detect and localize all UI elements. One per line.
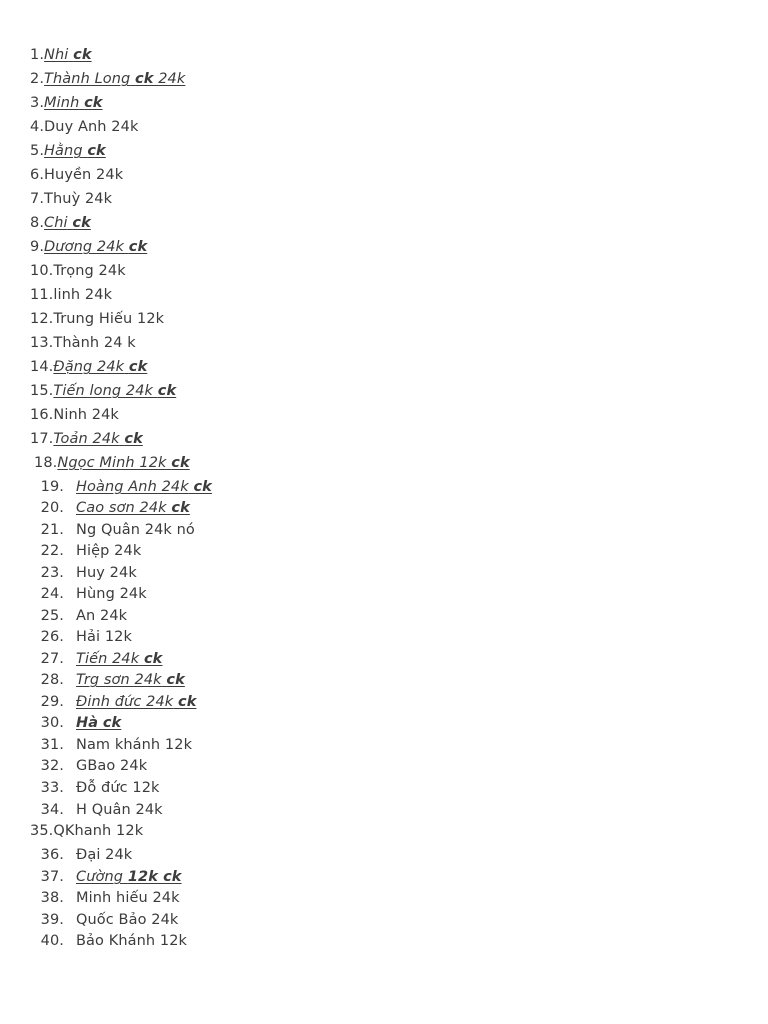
list-item — [40, 693, 196, 711]
item-part: Hải 12k — [76, 629, 132, 645]
item-part: Thuỳ 24k — [44, 191, 113, 207]
list-item — [40, 757, 147, 775]
item-part: Minh hiếu 24k — [76, 890, 180, 906]
list-item — [40, 650, 162, 668]
list-item — [30, 382, 176, 400]
item-part: Trg sơn 24k — [76, 672, 162, 688]
item-part: Cường — [76, 869, 124, 885]
list-item — [30, 358, 147, 376]
item-number: 6. — [30, 167, 45, 183]
item-number: 12. — [30, 311, 54, 327]
list-item — [30, 118, 138, 136]
item-part: Ninh 24k — [53, 407, 119, 423]
ck-tag: ck — [73, 47, 92, 63]
item-text-marked — [76, 479, 212, 495]
item-text — [76, 912, 178, 928]
list-item — [30, 214, 91, 232]
item-text — [76, 737, 192, 753]
list-item — [40, 846, 132, 864]
item-number: 3. — [30, 95, 45, 111]
item-text-marked — [76, 651, 162, 667]
item-text — [53, 407, 119, 423]
item-text — [53, 263, 125, 279]
item-part: Đại 24k — [76, 847, 133, 863]
item-part: Ng Quân 24k nó — [76, 522, 195, 538]
item-number: 30. — [40, 715, 64, 731]
item-part: Đinh đức 24k — [76, 694, 174, 710]
item-part: Hùng 24k — [76, 586, 147, 602]
item-text-marked — [76, 869, 182, 885]
item-part: Huyền 24k — [44, 167, 124, 183]
list-item — [40, 779, 160, 797]
item-text-marked — [44, 71, 185, 87]
list-item — [40, 911, 178, 929]
item-text-marked — [53, 431, 142, 447]
ck-tag: ck — [143, 651, 163, 667]
list-item — [40, 714, 121, 732]
list-item — [30, 334, 136, 352]
item-part: Đặng 24k — [53, 359, 125, 375]
list-item — [40, 499, 190, 517]
item-part: Dương 24k — [44, 239, 125, 255]
list-item — [40, 521, 195, 539]
list-item — [34, 454, 190, 472]
ck-tag: ck — [157, 383, 177, 399]
item-text — [53, 823, 143, 839]
item-number: 25. — [40, 608, 64, 624]
item-number: 22. — [40, 543, 64, 559]
item-part: GBao 24k — [76, 758, 148, 774]
list-item — [30, 430, 143, 448]
item-part: H Quân 24k — [76, 802, 163, 818]
item-number: 20. — [40, 500, 64, 516]
item-part: Nam khánh 12k — [76, 737, 193, 753]
list-item — [40, 801, 163, 819]
item-number: 27. — [40, 651, 64, 667]
item-number: 26. — [40, 629, 64, 645]
item-part: 24k — [153, 71, 186, 87]
item-part: Nhi — [44, 47, 69, 63]
list-item — [40, 932, 187, 950]
item-text-marked — [53, 383, 176, 399]
list-item — [40, 478, 212, 496]
item-number: 13. — [30, 335, 54, 351]
item-part: Trọng 24k — [53, 263, 126, 279]
ck-tag: ck — [128, 239, 148, 255]
item-part: linh 24k — [53, 287, 113, 303]
item-text — [53, 311, 164, 327]
list-item — [40, 542, 141, 560]
item-text — [44, 191, 112, 207]
item-part: Duy Anh 24k — [44, 119, 139, 135]
item-number: 7. — [30, 191, 45, 207]
ck-tag: ck — [166, 672, 185, 688]
item-number: 36. — [40, 847, 64, 863]
ck-tag: ck — [72, 215, 91, 231]
ck-tag: ck — [87, 143, 106, 159]
item-number: 16. — [30, 407, 54, 423]
ck-tag: ck — [178, 694, 197, 710]
item-part: Bảo Khánh 12k — [76, 933, 188, 949]
item-number: 33. — [40, 780, 64, 796]
item-text — [76, 543, 141, 559]
item-number: 34. — [40, 802, 64, 818]
item-text — [76, 890, 180, 906]
item-part: Thành Long — [44, 71, 131, 87]
item-text — [76, 565, 137, 581]
item-number: 9. — [30, 239, 45, 255]
item-part: Minh — [44, 95, 80, 111]
item-text — [76, 847, 132, 863]
list-item — [30, 46, 92, 64]
item-number: 32. — [40, 758, 64, 774]
item-part: Chi — [44, 215, 68, 231]
item-number: 1. — [30, 47, 45, 63]
item-text — [44, 119, 138, 135]
list-item — [40, 585, 147, 603]
list-item — [40, 889, 180, 907]
item-number: 5. — [30, 143, 45, 159]
item-part: Hằng — [44, 143, 83, 159]
item-number: 19. — [40, 479, 64, 495]
item-text-marked — [44, 143, 106, 159]
list-item — [30, 822, 143, 840]
ck-tag: Hà — [76, 715, 99, 731]
item-part: Tiến 24k — [76, 651, 140, 667]
item-part: QKhanh 12k — [53, 823, 144, 839]
list-item — [40, 564, 137, 582]
item-part: Hiệp 24k — [76, 543, 142, 559]
ck-tag: ck — [193, 479, 212, 495]
list-item — [30, 286, 112, 304]
item-number: 10. — [30, 263, 54, 279]
item-text — [76, 586, 147, 602]
item-text-marked — [44, 95, 103, 111]
item-number: 31. — [40, 737, 64, 753]
item-number: 37. — [40, 869, 64, 885]
item-text-marked — [76, 672, 185, 688]
item-text — [76, 780, 160, 796]
item-part: Huy 24k — [76, 565, 137, 581]
item-text-marked — [44, 215, 91, 231]
item-number: 23. — [40, 565, 64, 581]
item-number: 18. — [34, 455, 58, 471]
list-item — [30, 166, 123, 184]
item-part: An 24k — [76, 608, 128, 624]
ck-tag: ck — [102, 715, 122, 731]
ck-tag: ck — [171, 500, 190, 516]
item-text — [53, 335, 135, 351]
list-item — [40, 607, 127, 625]
list-item — [40, 736, 192, 754]
item-text — [53, 287, 112, 303]
item-number: 40. — [40, 933, 64, 949]
item-part: Toản 24k — [53, 431, 120, 447]
item-part: Hoàng Anh 24k — [76, 479, 189, 495]
item-part: Tiến long 24k — [53, 383, 154, 399]
item-number: 35. — [30, 823, 54, 839]
item-text — [76, 933, 187, 949]
item-part: Trung Hiếu 12k — [53, 311, 165, 327]
item-number: 14. — [30, 359, 54, 375]
item-text-marked — [57, 455, 189, 471]
item-number: 21. — [40, 522, 64, 538]
item-number: 15. — [30, 383, 54, 399]
item-text — [76, 608, 127, 624]
item-number: 4. — [30, 119, 45, 135]
item-text-marked — [44, 239, 147, 255]
list-item — [30, 310, 164, 328]
list-item — [30, 70, 185, 88]
list-item — [30, 190, 112, 208]
list-item — [30, 142, 106, 160]
list-item — [40, 628, 132, 646]
list-item — [30, 94, 103, 112]
ck-tag: ck — [171, 455, 190, 471]
item-text — [76, 629, 132, 645]
ck-tag: ck — [128, 359, 148, 375]
item-text-marked — [53, 359, 147, 375]
item-part: Đỗ đức 12k — [76, 780, 160, 796]
ck-tag: ck — [135, 71, 154, 87]
list-item — [30, 262, 126, 280]
item-text-marked — [76, 694, 196, 710]
item-text — [44, 167, 123, 183]
ck-tag: 12k ck — [127, 869, 182, 885]
item-text — [76, 802, 163, 818]
ck-tag: ck — [124, 431, 143, 447]
item-number: 28. — [40, 672, 64, 688]
item-text — [76, 758, 147, 774]
item-number: 8. — [30, 215, 45, 231]
item-number: 24. — [40, 586, 64, 602]
item-number: 17. — [30, 431, 54, 447]
item-part: Thành 24 k — [53, 335, 136, 351]
item-text — [76, 522, 195, 538]
list-item — [40, 868, 182, 886]
item-number: 39. — [40, 912, 64, 928]
item-text-marked — [76, 500, 190, 516]
item-number: 11. — [30, 287, 54, 303]
list-item — [40, 671, 185, 689]
item-number: 29. — [40, 694, 64, 710]
item-text-marked — [44, 47, 92, 63]
item-part: Cao sơn 24k — [76, 500, 167, 516]
list-item — [30, 238, 147, 256]
item-text-marked — [76, 715, 121, 731]
item-number: 2. — [30, 71, 45, 87]
item-part: Ngọc Minh 12k — [57, 455, 167, 471]
item-part: Quốc Bảo 24k — [76, 912, 179, 928]
ck-tag: ck — [84, 95, 103, 111]
item-number: 38. — [40, 890, 64, 906]
list-item — [30, 406, 119, 424]
